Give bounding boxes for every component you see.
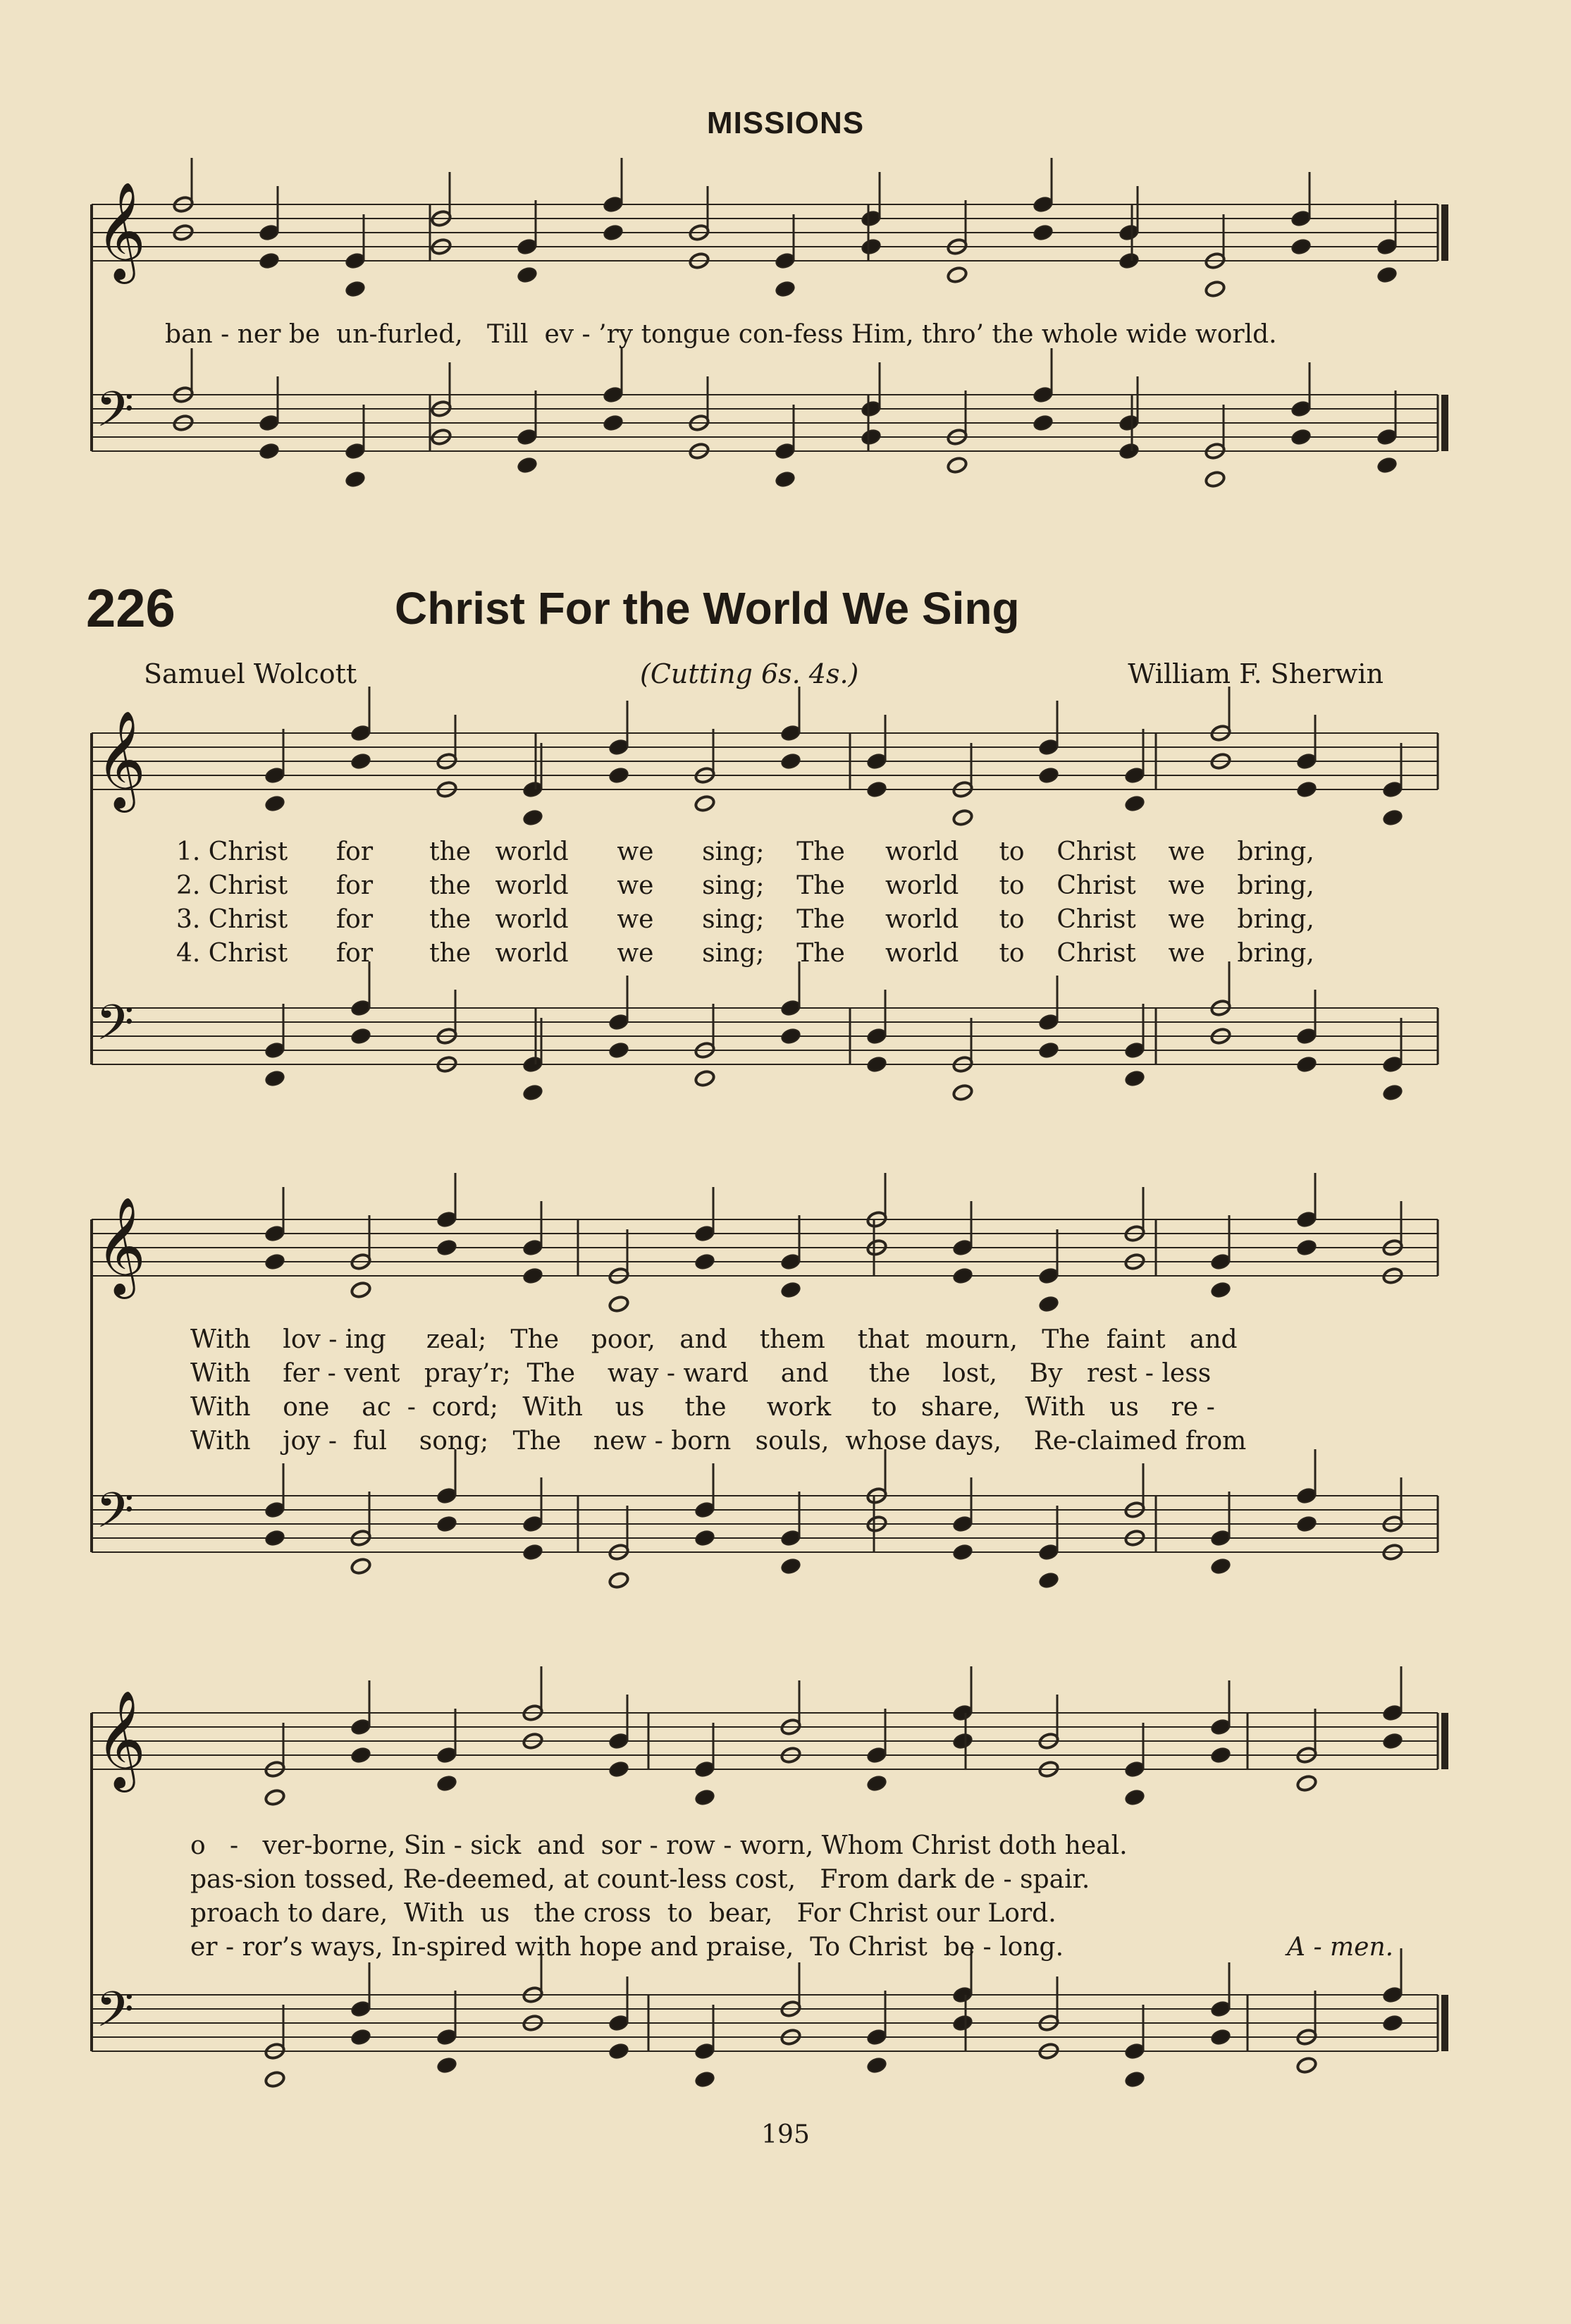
lyric-line: With lov - ing zeal; The poor, and them that mourn, The faint and (190, 1325, 1238, 1354)
lyric-line: proach to dare, With us the cross to bear, For Christ our Lord. (190, 1899, 1056, 1928)
svg-text:𝄞: 𝄞 (96, 1690, 146, 1788)
section-header: MISSIONS (706, 106, 865, 140)
lyric-line: 4. Christ for the world we sing; The world to Christ we bring, (176, 939, 1314, 968)
previous-hymn-lyric: ban - ner be un-furled, Till ev - ’ry tongue con-fess Him, thro’ the whole wide world. (165, 320, 1277, 349)
lyric-line: With fer - vent pray’r; The way - ward and the lost, By rest - less (190, 1359, 1212, 1388)
lyric-line: With joy - ful song; The new - born souls, whose days, Re-claimed from (190, 1427, 1247, 1456)
svg-text:𝄞: 𝄞 (96, 182, 146, 280)
lyric-line: With one ac - cord; With us the work to share, With us re - (190, 1393, 1215, 1422)
lyric-line: er - ror’s ways, In-spired with hope and praise, To Christ be - long. (190, 1933, 1064, 1962)
svg-text:𝄢: 𝄢 (96, 1981, 135, 2050)
svg-text:𝄢: 𝄢 (96, 994, 135, 1063)
lyric-line: o - ver-borne, Sin - sick and sor - row - worn, Whom Christ doth heal. (190, 1831, 1128, 1860)
page-number: 195 (761, 2120, 810, 2149)
hymn-meter: (Cutting 6s. 4s.) (640, 658, 859, 689)
svg-text:𝄢: 𝄢 (96, 381, 135, 450)
lyric-line: 3. Christ for the world we sing; The world to Christ we bring, (176, 905, 1314, 934)
hymn-author: Samuel Wolcott (144, 658, 357, 689)
svg-text:𝄞: 𝄞 (96, 711, 146, 809)
lyric-line: 2. Christ for the world we sing; The world to Christ we bring, (176, 871, 1314, 900)
svg-text:𝄢: 𝄢 (96, 1482, 135, 1551)
hymn-number: 226 (86, 579, 175, 639)
lyric-line: 1. Christ for the world we sing; The world to Christ we bring, (176, 837, 1314, 866)
amen-label: A - men. (1287, 1933, 1394, 1962)
hymn-composer: William F. Sherwin (1128, 658, 1384, 689)
lyric-line: pas-sion tossed, Re-deemed, at count-less cost, From dark de - spair. (190, 1865, 1090, 1894)
hymn-title: Christ For the World We Sing (395, 583, 1020, 634)
svg-text:𝄞: 𝄞 (96, 1197, 146, 1295)
